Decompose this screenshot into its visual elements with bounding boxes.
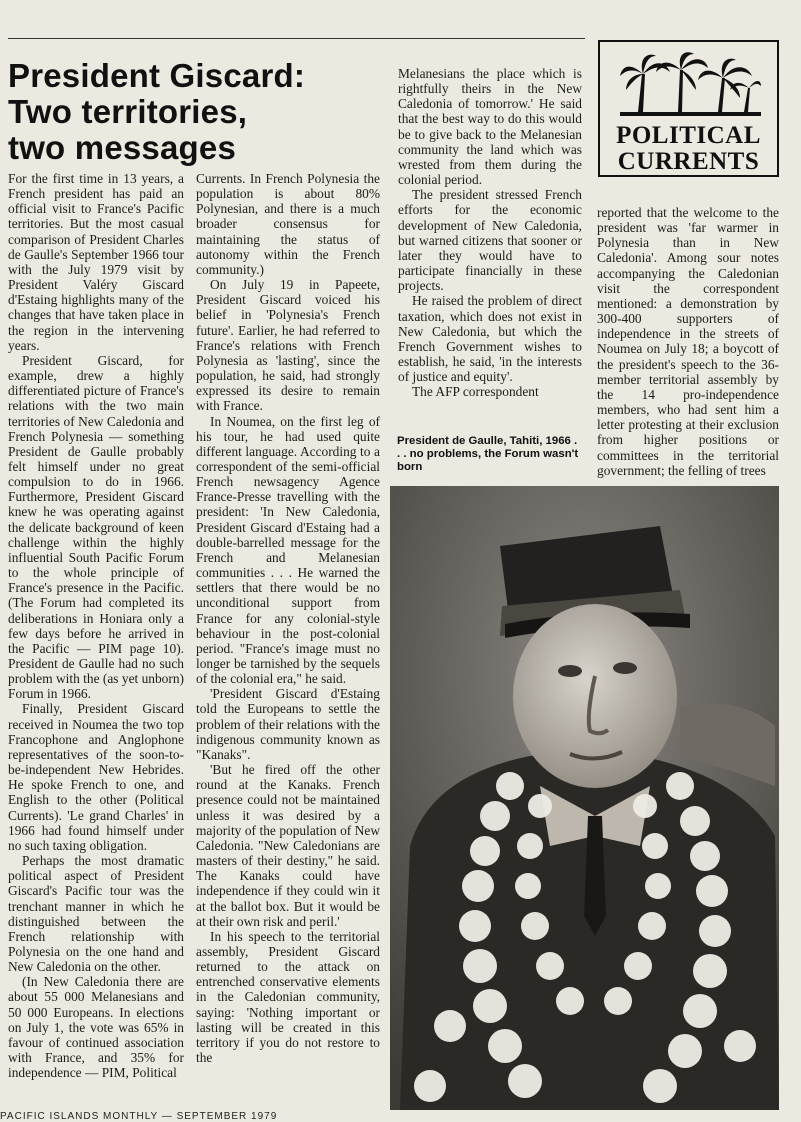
paragraph: 'But he fired off the other round at the Kanaks. French presence could not be maintained unless it was desired by a majority of the population of New Caledonia. "New Caledonians are masters of their destiny," he said. The Kanaks could have independence if they could win it at the ballot box. But it would be at their own risk and peril.' [196, 762, 380, 929]
article-column-3 [398, 66, 582, 426]
paragraph: Melanesians the place which is rightfully theirs in the New Caledonia of tomorrow.' He said that the best way to do this would be to give back to the Melanesian community the land which was wrested from them during the colonial period. [398, 66, 582, 188]
paragraph: (In New Caledonia there are about 55 000 Melanesians and 50 000 Europeans. In elections on July 1, the vote was 65% in favour of continued association with France, and 35% for independence — PIM, Political [8, 974, 184, 1081]
political-currents-logo [598, 40, 779, 177]
article-column-4 [597, 205, 779, 478]
headline-line-3: two messages [8, 129, 237, 166]
paragraph: Perhaps the most dramatic political aspect of President Giscard's Pacific tour was the trenchant manner in which he distinguished between the French relationship with Polynesia on the one hand and New Caledonia on the other. [8, 853, 184, 975]
photo-caption: President de Gaulle, Tahiti, 1966 . . . no problems, the Forum wasn't born [397, 435, 579, 473]
article-column-1 [8, 171, 184, 1111]
de-gaulle-portrait-image [390, 486, 779, 1110]
article-column-2 [196, 171, 380, 1111]
paragraph: He raised the problem of direct taxation, which does not exist in New Caledonia, but which the French Government wishes to establish, he said, 'in the interests of justice and equity'. [398, 293, 582, 385]
paragraph: 'President Giscard d'Estaing told the Europeans to settle the problem of their relations with the indigenous community known as "Kanaks". [196, 686, 380, 762]
paragraph: President Giscard, for example, drew a highly differentiated picture of France's relations with the two main territories of New Caledonia and French Polynesia — something President de Gaulle probably felt himself under no great compulsion to do in 1966. Furthermore, President Giscard knew he was operating against the delicate background of keen challenge within the highly influential South Pacific Forum to the whole principle of France's presence in the Pacific. (The Forum had completed its deliberations in Honiara only a few days before he arrived in the Pacific — PIM page 10). President de Gaulle had no such problem with the (as yet unborn) Forum in 1966. [8, 352, 184, 702]
photo-president-de-gaulle [390, 486, 779, 1110]
paragraph: Currents. In French Polynesia the population is about 80% Polynesian, and there is a much broader consensus for maintaining the status of autonomy within the French community.) [196, 171, 380, 277]
paragraph: reported that the welcome to the president was 'far warmer in Polynesia than in New Caledonia'. Among sour notes accompanying the Caledonian visit the correspondent mentioned: a demonstration by 300-400 supporters of independence in the streets of Noumea on July 18; a boycott of the president's speech to the 36-member territorial assembly by the 14 pro-independence members, who had sent him a letter protesting at their exclusion from higher positions or committees in the territorial government; the felling of trees [597, 205, 779, 478]
paragraph: On July 19 in Papeete, President Giscard voiced his belief in 'Polynesia's French future'. Earlier, he had referred to France's relations with French Polynesia as 'lasting', since the population, he said, had strongly expressed its desire to remain with France. [196, 277, 380, 414]
paragraph: Finally, President Giscard received in Noumea the two top Francophone and Anglophone representatives of the soon-to-be-independent New Hebrides. He spoke French to one, and English to the other (Political Currents). 'Le grand Charles' in 1966 had found himself under no such taxing obligation. [8, 701, 184, 853]
top-rule [8, 38, 585, 39]
logo-text-political: POLITICAL [616, 122, 761, 149]
page-footer: PACIFIC ISLANDS MONTHLY — SEPTEMBER 1979 [0, 1111, 278, 1122]
paragraph: The president stressed French efforts for the economic development of New Caledonia, but warned citizens that sooner or later they would have to participate financially in these projects. [398, 187, 582, 294]
paragraph: In his speech to the territorial assembly, President Giscard returned to the attack on entrenched conservative elements in the Caledonian community, saying: 'Nothing important or lasting will be created in this territory if you do not restore to the [196, 928, 380, 1066]
paragraph: The AFP correspondent [412, 384, 539, 400]
logo-text-currents: CURRENTS [617, 148, 760, 175]
headline-line-2: Two territories, [8, 93, 248, 130]
article-headline [8, 58, 388, 166]
palm-trees-icon [620, 52, 761, 118]
paragraph: For the first time in 13 years, a French president has paid an official visit to France's Pacific territories. But the most casual comparison of President Charles de Gaulle's September 1966 tour with the July 1979 visit by President Valéry Giscard d'Estaing highlights many of the changes that have taken place in the region in the intervening years. [8, 171, 184, 353]
headline-line-1: President Giscard: [8, 57, 306, 94]
paragraph: In Noumea, on the first leg of his tour, he had used quite different language. According to a correspondent of the semi-official French newsagency Agence France-Presse travelling with the president: 'In New Caledonia, President Giscard d'Estaing had a double-barrelled message for the French and Melanesian communities . . . He warned the settlers that there would be no unconditional support from France for any colonial-style behaviour in the post-colonial period. "France's image must no longer be tarnished by the sequels of the colonial era," he said. [196, 413, 380, 687]
